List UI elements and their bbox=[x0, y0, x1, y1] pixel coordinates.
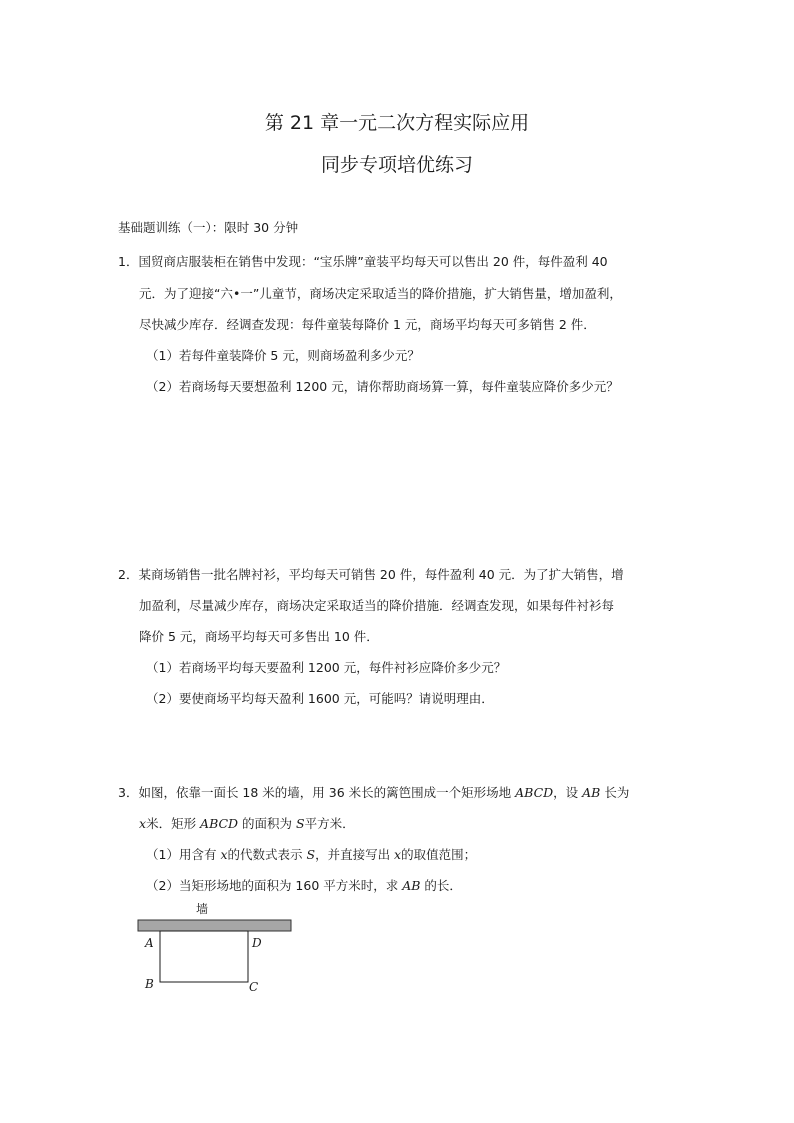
wall-label: 墙 bbox=[196, 902, 209, 916]
q1-line-3: 尽快减少库存．经调查发现：每件童装每降价 1 元，商场平均每天可多销售 2 件． bbox=[139, 317, 596, 332]
vertex-a: A bbox=[145, 936, 154, 950]
q2-line-3: 降价 5 元，商场平均每天可多售出 10 件． bbox=[139, 629, 379, 644]
q3-line-2: x米．矩形 ABCD 的面积为 S平方米． bbox=[139, 816, 355, 831]
math-abcd: ABCD bbox=[200, 816, 239, 831]
q1-sub-2: （2）若商场每天要想盈利 1200 元，请你帮助商场算一算，每件童装应降价多少元？ bbox=[146, 379, 619, 394]
math-x: x bbox=[394, 847, 402, 862]
q3-sub-1: （1）用含有 x的代数式表示 S，并直接写出 x的取值范围； bbox=[146, 847, 477, 862]
field-rectangle bbox=[160, 931, 248, 982]
q2-line-2: 加盈利，尽量减少库存，商场决定采取适当的降价措施．经调查发现，如果每件衬衫每 bbox=[139, 598, 615, 613]
q3-sub-2: （2）当矩形场地的面积为 160 平方米时，求 AB 的长． bbox=[146, 878, 462, 893]
q1-line-2: 元．为了迎接“六•一”儿童节，商场决定采取适当的降价措施，扩大销售量，增加盈利， bbox=[139, 286, 622, 301]
q2-line-1: 2．某商场销售一批名牌衬衫，平均每天可销售 20 件，每件盈利 40 元．为了扩大销售，增 bbox=[118, 567, 624, 582]
page-subtitle: 同步专项培优练习 bbox=[320, 154, 473, 176]
rectangle-diagram bbox=[136, 898, 306, 998]
page-title: 第 21 章一元二次方程实际应用 bbox=[264, 112, 530, 134]
math-ab: AB bbox=[582, 785, 601, 800]
vertex-d: D bbox=[252, 936, 262, 950]
q2-sub-1: （1）若商场平均每天要盈利 1200 元，每件衬衫应降价多少元？ bbox=[146, 660, 507, 675]
vertex-c: C bbox=[249, 980, 259, 994]
math-x: x bbox=[220, 847, 228, 862]
math-s: S bbox=[296, 816, 305, 831]
section-heading: 基础题训练（一）：限时 30 分钟 bbox=[118, 220, 299, 235]
wall-bar bbox=[138, 920, 291, 931]
q2-sub-2: （2）要使商场平均每天盈利 1600 元，可能吗？请说明理由． bbox=[146, 691, 494, 706]
q1-line-1: 1．国贸商店服装柜在销售中发现：“宝乐牌”童装平均每天可以售出 20 件，每件盈利 40 bbox=[118, 254, 608, 269]
math-s: S bbox=[306, 847, 316, 862]
q3-line-1: 3．如图，依靠一面长 18 米的墙，用 36 米长的篱笆围成一个矩形场地 ABCD，设 AB 长为 bbox=[118, 785, 630, 800]
math-ab: AB bbox=[402, 878, 421, 893]
math-abcd: ABCD bbox=[515, 785, 554, 800]
math-x: x bbox=[139, 816, 147, 831]
vertex-b: B bbox=[145, 977, 154, 991]
q1-sub-1: （1）若每件童装降价 5 元，则商场盈利多少元？ bbox=[146, 348, 420, 363]
